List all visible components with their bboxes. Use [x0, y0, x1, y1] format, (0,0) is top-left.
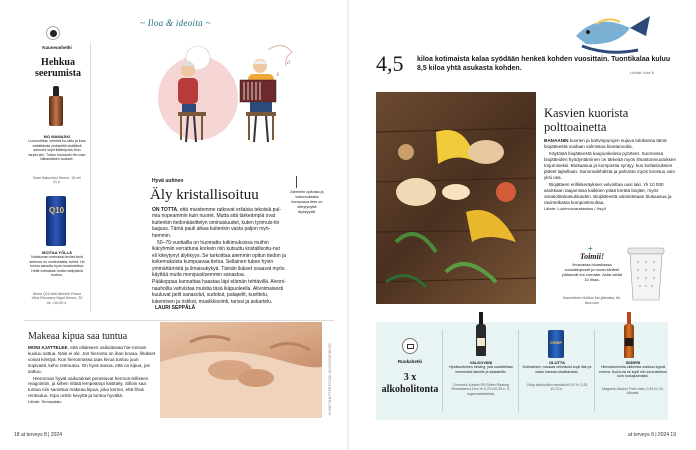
drink-name: VALKOVIINI [469, 360, 493, 365]
photo-credit: KUVAT SHUTTERSTOCK JA ISTOCKPHOTO [328, 343, 332, 415]
column-divider [90, 42, 91, 312]
side-note-pointer [296, 176, 297, 188]
beer-can-image: CRISP [548, 330, 564, 358]
taste-badge-icon [402, 338, 418, 354]
article-byline: LAURI SEPPÄLÄ [155, 305, 196, 312]
pain-lead-bold: MONI AJATTELEE [28, 345, 68, 350]
peels-photo [376, 92, 536, 304]
compost-paragraph-2: Biojätteen erilliskeräyksen velvoittaa uusi laki. Yli 10 000 asukkaan taajamissa kaikkien pitää kerätä biojäte, myös omakotitaloasukkaiden. Biojätteestä valmistetaan biokaasua ja ravinteikasta kompostimultaa. [544, 182, 672, 205]
drink-product: Crisp alkoholiton vehnäolut 0,5 %, 0,33 l/1,70 e. [526, 383, 588, 392]
drink-name: SIIDERI [625, 360, 641, 365]
beauty-item1-product: Sase Bakuchiol Serum, 15 ml/ 41 e. [32, 176, 82, 185]
svg-text:♪: ♪ [276, 71, 280, 78]
section-header: ~ Iloa & ideoita ~ [140, 18, 211, 28]
article-paragraph-1: 50–70-vuotiailla on huomattu tutkimuksissa muihin ikäryhmiin verrattuna korkein niin kutsuttu kristallisoitu-nut eli kiteytynyt älykkyys. Se tarkoittaa aiemmin opitun tiedon ja kokemuksista kumpuavaa tietoa. Sellainen tukee hyvin ymmärtämistä ja ilmaisukykyä. Tämän ikäiset osaavat myös käyttää muita monipuolisemmin sanastoa. [152, 240, 286, 279]
beauty-badge-label: Kauneushetki [42, 45, 72, 50]
massage-photo [160, 322, 322, 418]
tip-text: Ilmavassa bioastiassa suodatinpussit ja ruoan-tähteet pääsevät kui-vumaan. Astia vetää 10 litraa. [562, 262, 622, 282]
pain-body [28, 345, 156, 405]
drink-desc: Hyväkuntoinen riesling, jota suositellaan kevenniksi taboille ja salaateille. [449, 365, 513, 374]
beauty-item1-text: Luonnollisia, vetreitä ku-latto ja ihoa vedättäväa yhdistettä sisältävä seerumi sopii ikääntyvän ihon tarpei-siin. Tuttuu tuhoavia! He-man itäkamäinen tuokset. [28, 139, 86, 162]
stat-number: 4,5 [376, 51, 404, 76]
stat-text: kiloa kotimaista kalaa syödään henkeä kohden vuosittain. Tuontikalaa kuluu 8,5 kiloa yhtä asukasta kohden. [417, 56, 671, 72]
drink-product: Convenio Kaubel RS Rhein Riesling Remastered Zero % 0,75 l/10,25 e, K-supermarketeista. [451, 383, 511, 396]
tip-product: Kannellinen Hölikar bio-jäteastia, 8e, ikea.com [562, 296, 622, 305]
article-title: Äly kristallisoituu [150, 187, 259, 203]
pain-paragraph: Hieronnan hyvät vaikutukset perustuvat hermos-tolliseen reagointiin, ja siihen riittää lempeämpi käsittely. Silloin saa tuntua niin sanottua makeaa kipua, joka kertoo, että lihas rentoutuu. Kipu onkin kevyttä ja tuntuu hyvältä. [28, 375, 149, 399]
right-page-footer: at terveys 8 | 2024 19 [628, 432, 676, 438]
article-lead: , että muistemme ratkovat erilaisia tekoisiä pul-mia nopeammin kuin nuoret. Mutta sitä tärkeämpiä ovat kuitenkin tiedonkäsittelyn ominaisuudet, kuten työmuis-tin laajuus. Tämä pauli alkaa kuitenkin vasta paljon myö-hemmin. [152, 207, 282, 239]
page-gutter [347, 0, 349, 450]
tip-title: Toimii! [579, 252, 605, 261]
svg-text:♫: ♫ [286, 60, 291, 66]
section-divider [24, 320, 334, 321]
compost-source: Lähde: Luonnonvarakeskus / Hsy.fi [544, 206, 607, 211]
drink-desc: Kotimainen, maukas vehnäolut sopii illan ja kalan kanssa nautittavaksi. [522, 365, 592, 374]
taste-divider-3 [594, 330, 595, 412]
article-lead-bold: ON TOTTA [152, 207, 178, 213]
article-body [152, 207, 286, 312]
compost-title: Kasvien kuorista polttoainetta [544, 106, 629, 134]
beauty-item2-text: Nukkuman meinaissi levitet-tävä seerumi on voidemaista, tuhtia. Ho tunluu asmulla hyvin kosteutettua. Hellä voimakas mutta mellyttävä tuoksu. [29, 255, 85, 278]
wine-bottle-image [476, 312, 486, 356]
beauty-item2-product: Nivea Q10 Anti-Wrinkle Power Ultra Recovery Night Serum, 30 ml, ≈16,50 e. [31, 292, 83, 305]
article-side-note: Aiemmin opitusta ja kokemuksista kumpuava tieto on kiteytynyttä älykkyyttä. [290, 190, 324, 214]
beauty-title: Hehkua seerumista [34, 57, 82, 79]
pain-title: Makeaa kipua saa tuntua [28, 331, 128, 342]
compost-paragraph-1: Käytöstä biojätteestä kaupunkeissa pyörteet. Suomessa biojätteiden hyödyntäminen on tärkeää myös ilmastonmuutoksen torjumiseksi. Biokaasua ja kompostia syntyy, kun kotitalouksien jätteet lajitellaan. Sanomalehdistä ja pahvista myös koostuu vain yksi osa. [544, 151, 677, 180]
beauty-item1-brand: MO MAMASKI [43, 134, 71, 139]
article-kicker: Hyvä uutinen [152, 178, 184, 184]
taste-divider-1 [442, 330, 443, 412]
left-page-footer: 18 at terveys 8 | 2024 [14, 432, 62, 438]
compost-body [544, 138, 682, 212]
bio-bin-image [626, 246, 666, 302]
nivea-box-image: Q10 [46, 196, 66, 246]
fish-illustration [568, 6, 658, 56]
compost-lead-bold: BANAANIN [544, 138, 569, 143]
drink-product: Magners Alcohol Free cider, 0,33 l/1,10, Alkosta. [602, 387, 664, 396]
pain-source: Lähde: Terveystalo [28, 399, 62, 405]
article-paragraph-2: Pääkoppaa kannattaa haastaa läpi elämän tehtävillä. Aivoni-nauhoilla vahvistaa muistia täsä ikäpuoleella. Alivoimaisesti kuuluvat pelit sanasolut, sudokut, palapelit, kuvittelu, lukeminen ja ristikot, musiikkisointi, tanssi ja askartelu. [152, 279, 286, 305]
taste-count: 3 x [403, 372, 417, 383]
compost-lead: kuorien ja kahvinpurujen sujuva tuloksena tämä biojätteestä voidaan valmistaa bioetanoolia. [544, 138, 667, 149]
stat-source: Lähde: luke.fi [630, 70, 654, 75]
beauty-item2-brand: MOITAA YÖLLÄ [42, 250, 72, 255]
cider-bottle-image [624, 312, 634, 358]
taste-divider-2 [518, 330, 519, 412]
drink-desc: Hienostuneesta siiderista maistuu kypsä omena. Kuiva-na se sopii niin seurusteluun kuin ruokajuomaksi. [598, 365, 668, 379]
beauty-column [28, 26, 86, 316]
serum-bottle-image [48, 86, 64, 128]
taste-badge-label: Ruokahetki [397, 359, 423, 364]
couple-illustration [148, 36, 308, 166]
plus-icon: + [588, 244, 593, 253]
beauty-badge-icon [46, 26, 60, 40]
pain-lead: , että ollakseen vaikuttavaa hie-ronnan kuuluu sattua. Näin ei ole. Jos hieronta on ihan kovaa, lihakset voivat kiristyä. Kun hieronnassa taas kivua tuntuu juuri sopivasti, keho rentoutuu. On hyvä sanoa, että on kipua, jos sattuu. [28, 345, 156, 374]
taste-title: alkoholitonta [381, 384, 439, 395]
drink-name: OLUTTA [549, 360, 565, 365]
